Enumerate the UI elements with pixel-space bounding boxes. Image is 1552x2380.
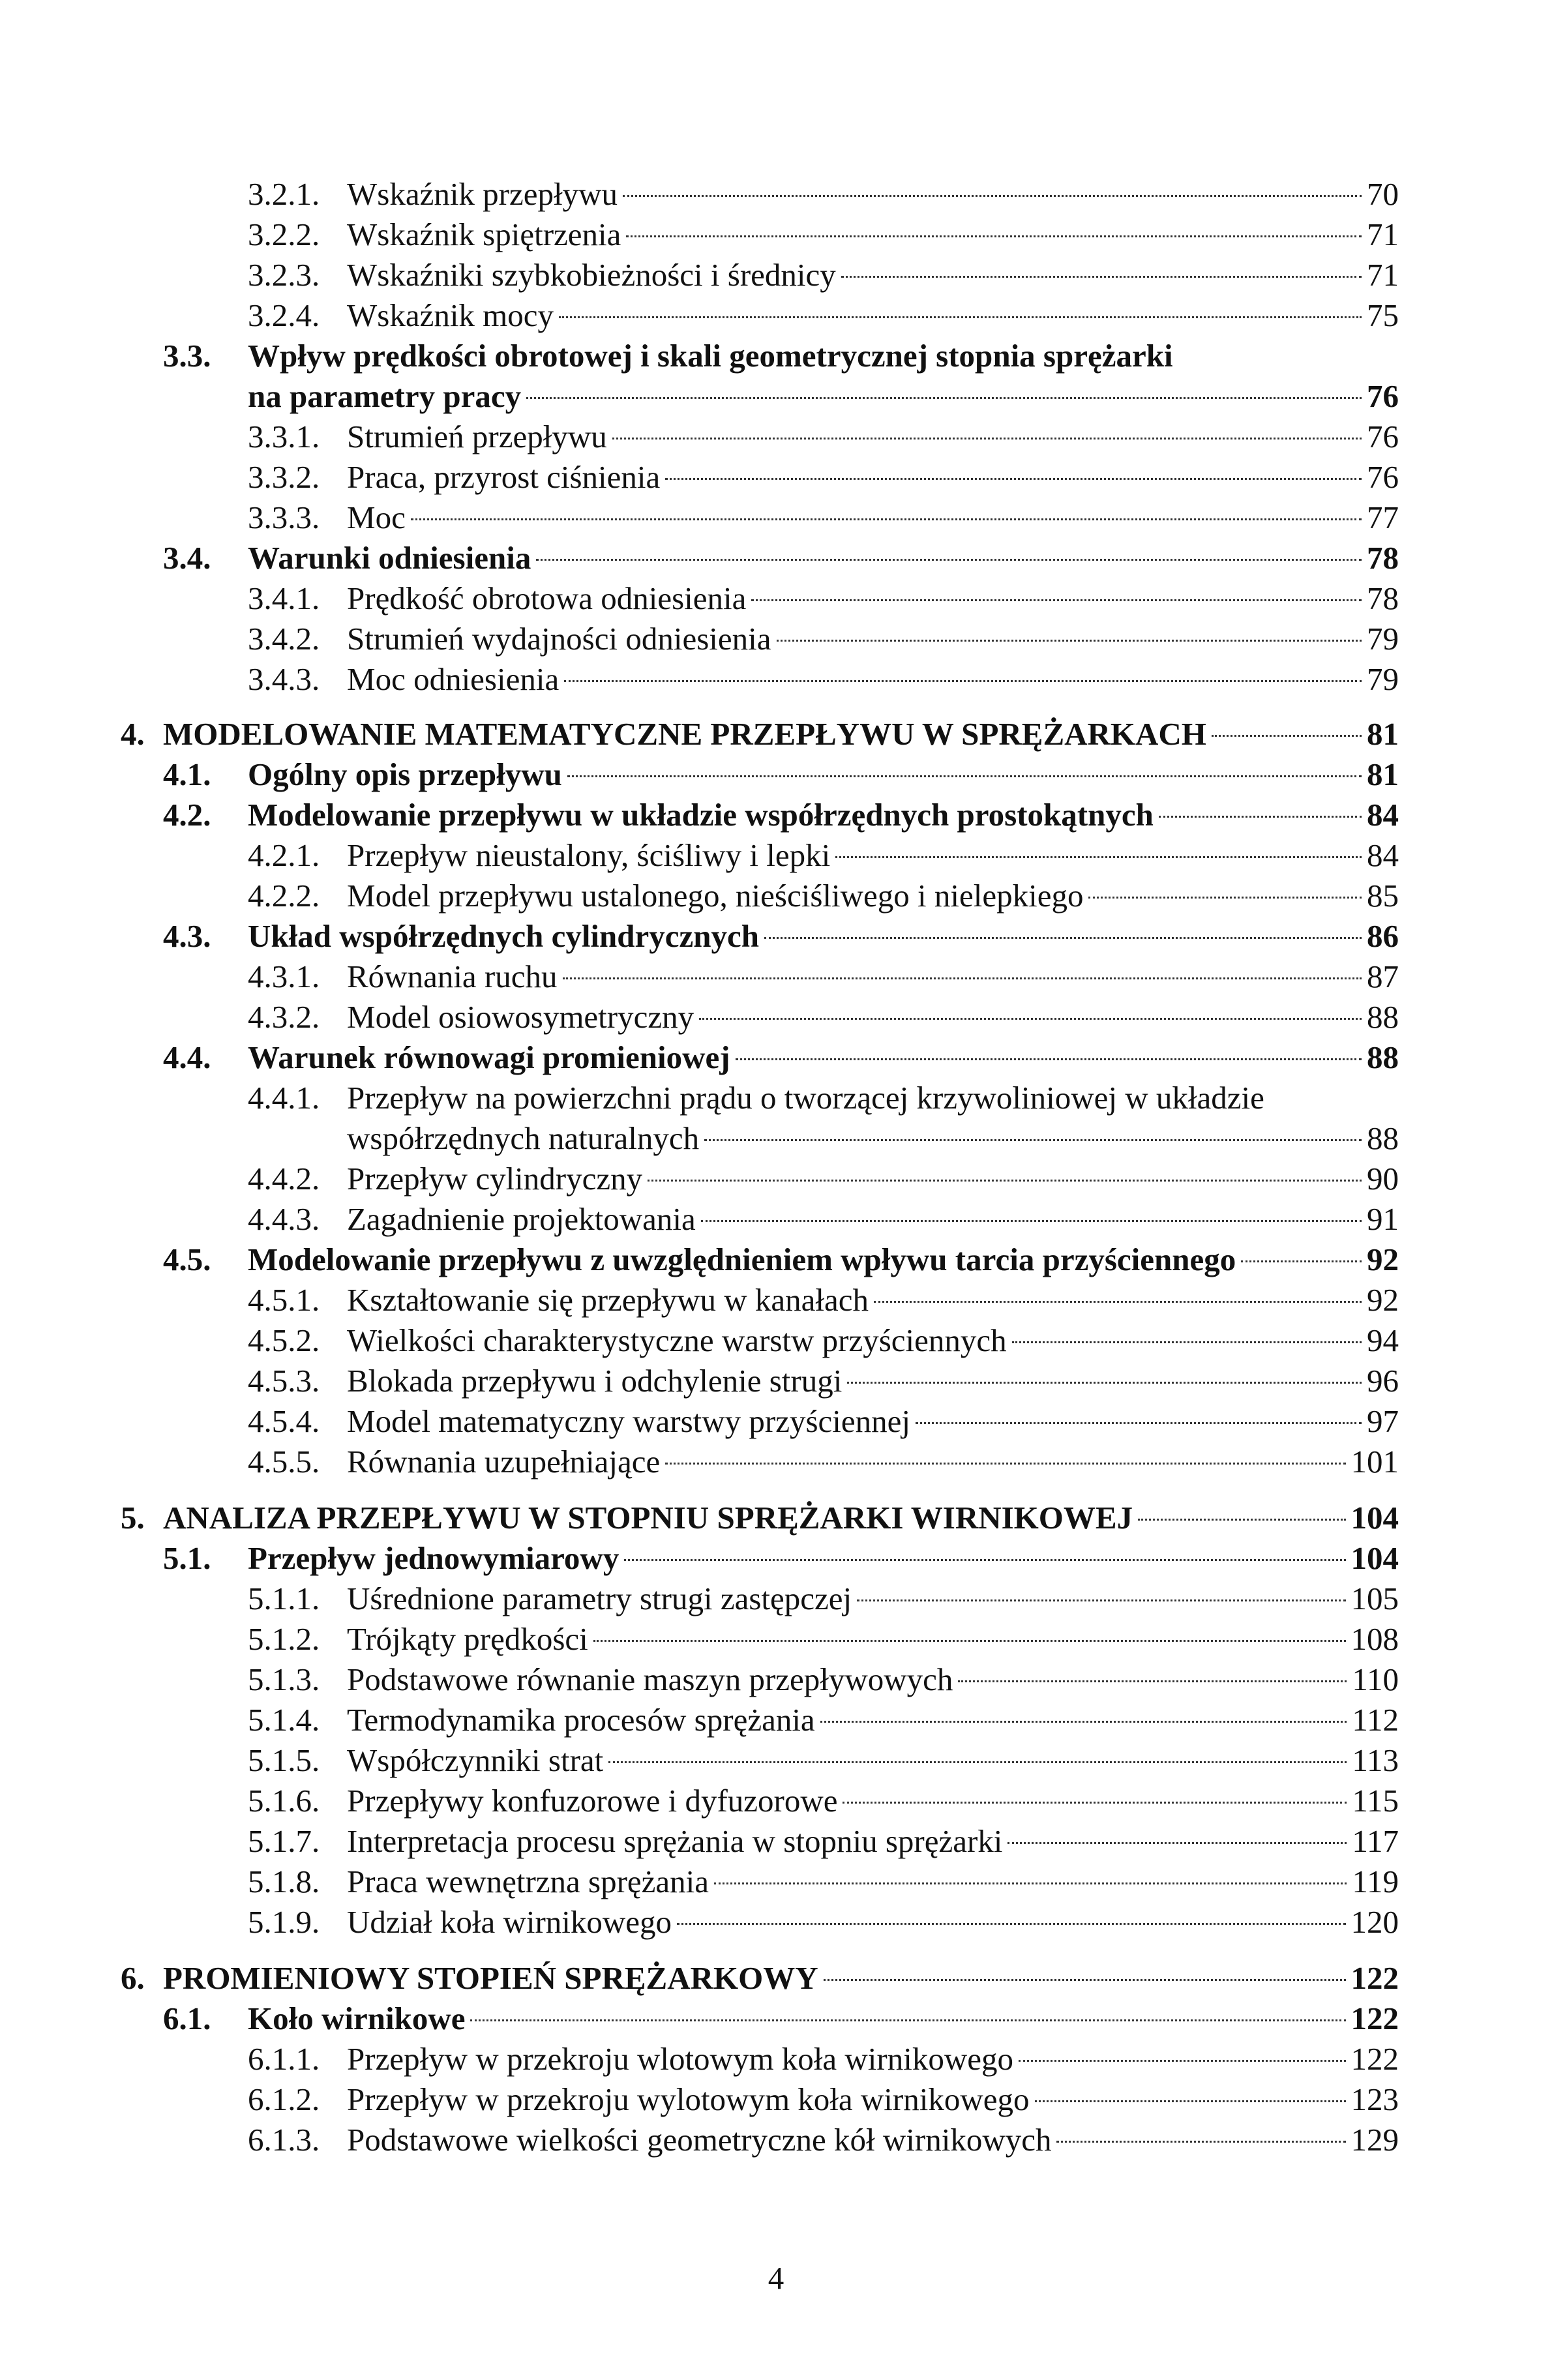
toc-entry[interactable]: [248, 2040, 1399, 2079]
dot-leader: [526, 397, 1362, 399]
toc-page: 75: [1367, 297, 1399, 333]
toc-entry[interactable]: [163, 1240, 1399, 1279]
toc-number: 5.1.1.: [248, 1581, 320, 1616]
toc-page: 76: [1367, 378, 1399, 414]
toc-page: 76: [1367, 459, 1399, 495]
toc-title: Udział koła wirnikowego: [347, 1904, 672, 1940]
toc-title: Wpływ prędkości obrotowej i skali geometrycznej stopnia sprężarki: [248, 338, 1173, 374]
toc-title: Koło wirnikowe: [248, 2001, 466, 2036]
dot-leader: [1138, 1519, 1345, 1521]
toc-number: 4.5.3.: [248, 1363, 320, 1399]
dot-leader: [564, 680, 1362, 682]
toc-entry[interactable]: [248, 296, 1399, 335]
toc-page: 92: [1367, 1282, 1399, 1318]
toc-title: MODELOWANIE MATEMATYCZNE PRZEPŁYWU W SPRĘŻARKACH: [163, 716, 1206, 752]
dot-leader: [736, 1058, 1362, 1060]
toc-title: Wskaźniki szybkobieżności i średnicy: [347, 257, 836, 293]
toc-entry[interactable]: [248, 876, 1399, 915]
toc-entry[interactable]: [248, 1281, 1399, 1320]
toc-page: 86: [1367, 918, 1399, 954]
toc-title: Warunki odniesienia: [248, 540, 531, 576]
toc-number: 5.1.7.: [248, 1823, 320, 1859]
toc-entry[interactable]: [248, 2120, 1399, 2160]
dot-leader: [563, 977, 1362, 979]
toc-number: 6.1.1.: [248, 2041, 320, 2077]
toc-entry-first-line[interactable]: [248, 1078, 1264, 1118]
toc-title: Warunek równowagi promieniowej: [248, 1039, 730, 1075]
toc-page: 110: [1352, 1661, 1399, 1697]
toc-page: 129: [1351, 2122, 1399, 2158]
toc-title: Układ współrzędnych cylindrycznych: [248, 918, 760, 954]
dot-leader: [1019, 2060, 1346, 2062]
toc-entry[interactable]: [248, 1579, 1399, 1618]
toc-number: 4.2.1.: [248, 837, 320, 873]
toc-title: Wskaźnik spiętrzenia: [347, 216, 621, 252]
toc-title: Trójkąty prędkości: [347, 1621, 588, 1657]
toc-number: 6.1.3.: [248, 2122, 320, 2158]
toc-entry[interactable]: [248, 1781, 1399, 1821]
dot-leader: [714, 1882, 1347, 1884]
toc-entry[interactable]: [248, 215, 1399, 254]
toc-page: 108: [1351, 1621, 1399, 1657]
dot-leader: [665, 1463, 1345, 1465]
toc-title: Moc: [347, 499, 406, 535]
dot-leader: [1035, 2100, 1346, 2102]
toc-number: 4.3.2.: [248, 999, 320, 1035]
toc-title: Ogólny opis przepływu: [248, 756, 562, 792]
toc-number: 5.: [121, 1500, 145, 1536]
dot-leader: [820, 1721, 1347, 1723]
toc-page: 90: [1367, 1161, 1399, 1197]
toc-number: 6.1.2.: [248, 2081, 320, 2117]
toc-number: 4.2.2.: [248, 878, 320, 914]
dot-leader: [841, 276, 1362, 278]
toc-page: 91: [1367, 1201, 1399, 1237]
dot-leader: [835, 856, 1362, 858]
dot-leader: [648, 1180, 1362, 1182]
toc-number: 3.4.: [163, 540, 211, 576]
toc-number: 3.2.3.: [248, 257, 320, 293]
toc-entry[interactable]: [163, 1999, 1399, 2038]
toc-page: 122: [1351, 2001, 1399, 2036]
toc-entry[interactable]: [248, 256, 1399, 295]
toc-entry-first-line[interactable]: [163, 336, 1173, 376]
toc-page: 104: [1351, 1540, 1399, 1576]
toc-title-continuation: na parametry pracy: [248, 378, 522, 414]
toc-chapter[interactable]: [121, 715, 1399, 754]
toc-number: 5.1.8.: [248, 1864, 320, 1899]
toc-title: Wielkości charakterystyczne warstw przyściennych: [347, 1322, 1007, 1358]
toc-entry[interactable]: [248, 175, 1399, 214]
toc-title: Współczynniki strat: [347, 1742, 604, 1778]
toc-entry[interactable]: [248, 1321, 1399, 1360]
toc-title: Wskaźnik mocy: [347, 297, 554, 333]
toc-entry[interactable]: [248, 1402, 1399, 1441]
dot-leader: [677, 1923, 1345, 1925]
toc-page: 97: [1367, 1403, 1399, 1439]
toc-number: 4.4.1.: [248, 1080, 320, 1116]
toc-entry[interactable]: [248, 660, 1399, 699]
toc-title: Przepływ w przekroju wylotowym koła wirnikowego: [347, 2081, 1030, 2117]
toc-page: 112: [1352, 1702, 1399, 1738]
toc-title: ANALIZA PRZEPŁYWU W STOPNIU SPRĘŻARKI WIRNIKOWEJ: [163, 1500, 1133, 1536]
toc-title: Modelowanie przepływu w układzie współrzędnych prostokątnych: [248, 797, 1154, 833]
toc-entry[interactable]: [163, 1539, 1399, 1578]
toc-title: Przepływ nieustalony, ściśliwy i lepki: [347, 837, 831, 873]
toc-page: 77: [1367, 499, 1399, 535]
dot-leader: [665, 478, 1362, 480]
toc-number: 3.3.3.: [248, 499, 320, 535]
toc-page: 88: [1367, 1120, 1399, 1156]
page-number: 4: [768, 2260, 784, 2296]
toc-entry[interactable]: [248, 1701, 1399, 1740]
toc-number: 3.2.2.: [248, 216, 320, 252]
toc-page: 92: [1367, 1242, 1399, 1277]
dot-leader: [704, 1139, 1362, 1141]
toc-number: 4.5.1.: [248, 1282, 320, 1318]
dot-leader: [1056, 2141, 1345, 2143]
dot-leader: [1007, 1842, 1347, 1844]
toc-number: 3.2.4.: [248, 297, 320, 333]
toc-title: Interpretacja procesu sprężania w stopniu sprężarki: [347, 1823, 1003, 1859]
toc-title: Równania uzupełniające: [347, 1444, 661, 1480]
dot-leader: [624, 1559, 1345, 1561]
dot-leader: [777, 640, 1362, 642]
dot-leader: [608, 1761, 1347, 1763]
toc-page: 123: [1351, 2081, 1399, 2117]
toc-page: 79: [1367, 661, 1399, 697]
toc-number: 5.1.: [163, 1540, 211, 1576]
toc-number: 4.2.: [163, 797, 211, 833]
toc-number: 4.4.2.: [248, 1161, 320, 1197]
dot-leader: [1241, 1260, 1362, 1262]
toc-title: Modelowanie przepływu z uwzględnieniem wpływu tarcia przyściennego: [248, 1242, 1236, 1277]
toc-number: 5.1.6.: [248, 1783, 320, 1819]
toc-page: 71: [1367, 257, 1399, 293]
toc-number: 3.4.2.: [248, 621, 320, 657]
toc-entry[interactable]: [163, 539, 1399, 578]
toc-title: Podstawowe wielkości geometryczne kół wirnikowych: [347, 2122, 1052, 2158]
toc-title: Kształtowanie się przepływu w kanałach: [347, 1282, 869, 1318]
toc-chapter[interactable]: [121, 1498, 1399, 1538]
toc-number: 3.3.2.: [248, 459, 320, 495]
toc-number: 5.1.4.: [248, 1702, 320, 1738]
toc-entry[interactable]: [248, 998, 1399, 1037]
dot-leader: [1088, 897, 1362, 899]
toc-entry[interactable]: [163, 917, 1399, 956]
dot-leader: [958, 1680, 1347, 1682]
toc-page: 117: [1352, 1823, 1399, 1859]
dot-leader: [612, 438, 1362, 439]
toc-page: 87: [1367, 959, 1399, 994]
toc-page: 115: [1352, 1783, 1399, 1819]
toc-number: 6.1.: [163, 2001, 211, 2036]
toc-page: 122: [1351, 2041, 1399, 2077]
toc-number: 5.1.9.: [248, 1904, 320, 1940]
toc-entry[interactable]: [248, 1862, 1399, 1901]
toc-title: Przepływ cylindryczny: [347, 1161, 643, 1197]
toc-entry[interactable]: [248, 1903, 1399, 1942]
dot-leader: [567, 775, 1362, 777]
toc-title: Przepływy konfuzorowe i dyfuzorowe: [347, 1783, 838, 1819]
toc-title: Model osiowosymetryczny: [347, 999, 694, 1035]
toc-entry[interactable]: [163, 1038, 1399, 1077]
toc-page: 78: [1367, 540, 1399, 576]
dot-leader: [699, 1018, 1362, 1020]
toc-title: Moc odniesienia: [347, 661, 560, 697]
toc-title: Praca wewnętrzna sprężania: [347, 1864, 709, 1899]
toc-number: 6.: [121, 1960, 145, 1996]
toc-title: Model matematyczny warstwy przyściennej: [347, 1403, 911, 1439]
toc-entry[interactable]: [248, 1159, 1399, 1198]
toc-title: Przepływ w przekroju wlotowym koła wirnikowego: [347, 2041, 1013, 2077]
dot-leader: [751, 599, 1362, 601]
toc-page: 85: [1367, 878, 1399, 914]
toc-page: 88: [1367, 999, 1399, 1035]
toc-page: 84: [1367, 797, 1399, 833]
toc-page: 81: [1367, 756, 1399, 792]
toc-entry[interactable]: [248, 458, 1399, 497]
toc-entry[interactable]: [248, 836, 1399, 875]
toc-entry[interactable]: [248, 2080, 1399, 2119]
toc-entry[interactable]: [163, 755, 1399, 794]
toc-entry[interactable]: [248, 1620, 1399, 1659]
toc-page: 81: [1367, 716, 1399, 752]
toc-number: 4.5.4.: [248, 1403, 320, 1439]
toc-entry[interactable]: [248, 1660, 1399, 1699]
toc-title: Strumień przepływu: [347, 419, 607, 454]
toc-page: 78: [1367, 580, 1399, 616]
toc-title: Przepływ na powierzchni prądu o tworzącej krzywoliniowej w układzie: [347, 1080, 1264, 1116]
toc-number: 5.1.3.: [248, 1661, 320, 1697]
toc-number: 4.5.5.: [248, 1444, 320, 1480]
toc-number: 4.4.: [163, 1039, 211, 1075]
dot-leader: [1012, 1341, 1362, 1343]
toc-entry[interactable]: [248, 417, 1399, 456]
toc-title: Termodynamika procesów sprężania: [347, 1702, 815, 1738]
toc-page: 119: [1352, 1864, 1399, 1899]
toc-page: 104: [1351, 1500, 1399, 1536]
toc-number: 3.4.1.: [248, 580, 320, 616]
toc-page: 76: [1367, 419, 1399, 454]
dot-leader: [843, 1802, 1347, 1804]
toc-title: Przepływ jednowymiarowy: [248, 1540, 619, 1576]
toc-entry[interactable]: [248, 377, 1399, 416]
toc-number: 4.3.: [163, 918, 211, 954]
toc-page: 71: [1367, 216, 1399, 252]
toc-page: 120: [1351, 1904, 1399, 1940]
toc-page: 84: [1367, 837, 1399, 873]
toc-entry[interactable]: [248, 498, 1399, 537]
toc-title: Równania ruchu: [347, 959, 558, 994]
dot-leader: [1159, 816, 1362, 818]
toc-page: 105: [1351, 1581, 1399, 1616]
toc-number: 5.1.5.: [248, 1742, 320, 1778]
toc-number: 4.5.2.: [248, 1322, 320, 1358]
dot-leader: [536, 559, 1362, 561]
toc-entry[interactable]: [248, 1442, 1399, 1481]
toc-page: 96: [1367, 1363, 1399, 1399]
toc-entry[interactable]: [248, 1822, 1399, 1861]
toc-page: 88: [1367, 1039, 1399, 1075]
dot-leader: [701, 1220, 1362, 1222]
toc-page: 122: [1351, 1960, 1399, 1996]
dot-leader: [623, 195, 1362, 197]
toc-title: Uśrednione parametry strugi zastępczej: [347, 1581, 852, 1616]
toc-title: Praca, przyrost ciśnienia: [347, 459, 661, 495]
dot-leader: [916, 1422, 1362, 1424]
toc-number: 3.3.: [163, 338, 211, 374]
toc-title-continuation: współrzędnych naturalnych: [347, 1120, 700, 1156]
toc-page: 113: [1352, 1742, 1399, 1778]
toc-number: 3.4.3.: [248, 661, 320, 697]
toc-entry[interactable]: [248, 579, 1399, 618]
toc-number: 3.3.1.: [248, 419, 320, 454]
toc-title: Prędkość obrotowa odniesienia: [347, 580, 747, 616]
dot-leader: [824, 1979, 1346, 1981]
toc-title: Strumień wydajności odniesienia: [347, 621, 771, 657]
dot-leader: [764, 937, 1362, 939]
toc-number: 3.2.1.: [248, 176, 320, 212]
toc-entry[interactable]: [248, 1200, 1399, 1239]
toc-number: 4.4.3.: [248, 1201, 320, 1237]
dot-leader: [559, 316, 1362, 318]
toc-number: 4.3.1.: [248, 959, 320, 994]
toc-page: 101: [1351, 1444, 1399, 1480]
toc-number: 5.1.2.: [248, 1621, 320, 1657]
toc-title: Model przepływu ustalonego, nieściśliwego i nielepkiego: [347, 878, 1084, 914]
dot-leader: [857, 1599, 1345, 1601]
toc-title: Wskaźnik przepływu: [347, 176, 618, 212]
dot-leader: [874, 1301, 1362, 1303]
toc-page: 79: [1367, 621, 1399, 657]
toc-entry[interactable]: [248, 619, 1399, 659]
dot-leader: [593, 1640, 1346, 1642]
toc-title: Podstawowe równanie maszyn przepływowych: [347, 1661, 953, 1697]
toc-entry[interactable]: [248, 1361, 1399, 1401]
dot-leader: [626, 235, 1362, 237]
toc-title: Zagadnienie projektowania: [347, 1201, 696, 1237]
dot-leader: [470, 2019, 1345, 2021]
dot-leader: [1212, 735, 1362, 737]
toc-title: Blokada przepływu i odchylenie strugi: [347, 1363, 843, 1399]
toc-entry[interactable]: [163, 796, 1399, 835]
toc-number: 4.5.: [163, 1242, 211, 1277]
toc-number: 4.: [121, 716, 145, 752]
toc-title: PROMIENIOWY STOPIEŃ SPRĘŻARKOWY: [163, 1960, 818, 1996]
toc-page: 70: [1367, 176, 1399, 212]
toc-entry[interactable]: [248, 957, 1399, 996]
dot-leader: [847, 1382, 1362, 1384]
dot-leader: [411, 518, 1362, 520]
toc-entry[interactable]: [248, 1741, 1399, 1780]
toc-number: 4.1.: [163, 756, 211, 792]
toc-entry[interactable]: [347, 1119, 1399, 1158]
toc-page: 94: [1367, 1322, 1399, 1358]
toc-chapter[interactable]: [121, 1959, 1399, 1998]
